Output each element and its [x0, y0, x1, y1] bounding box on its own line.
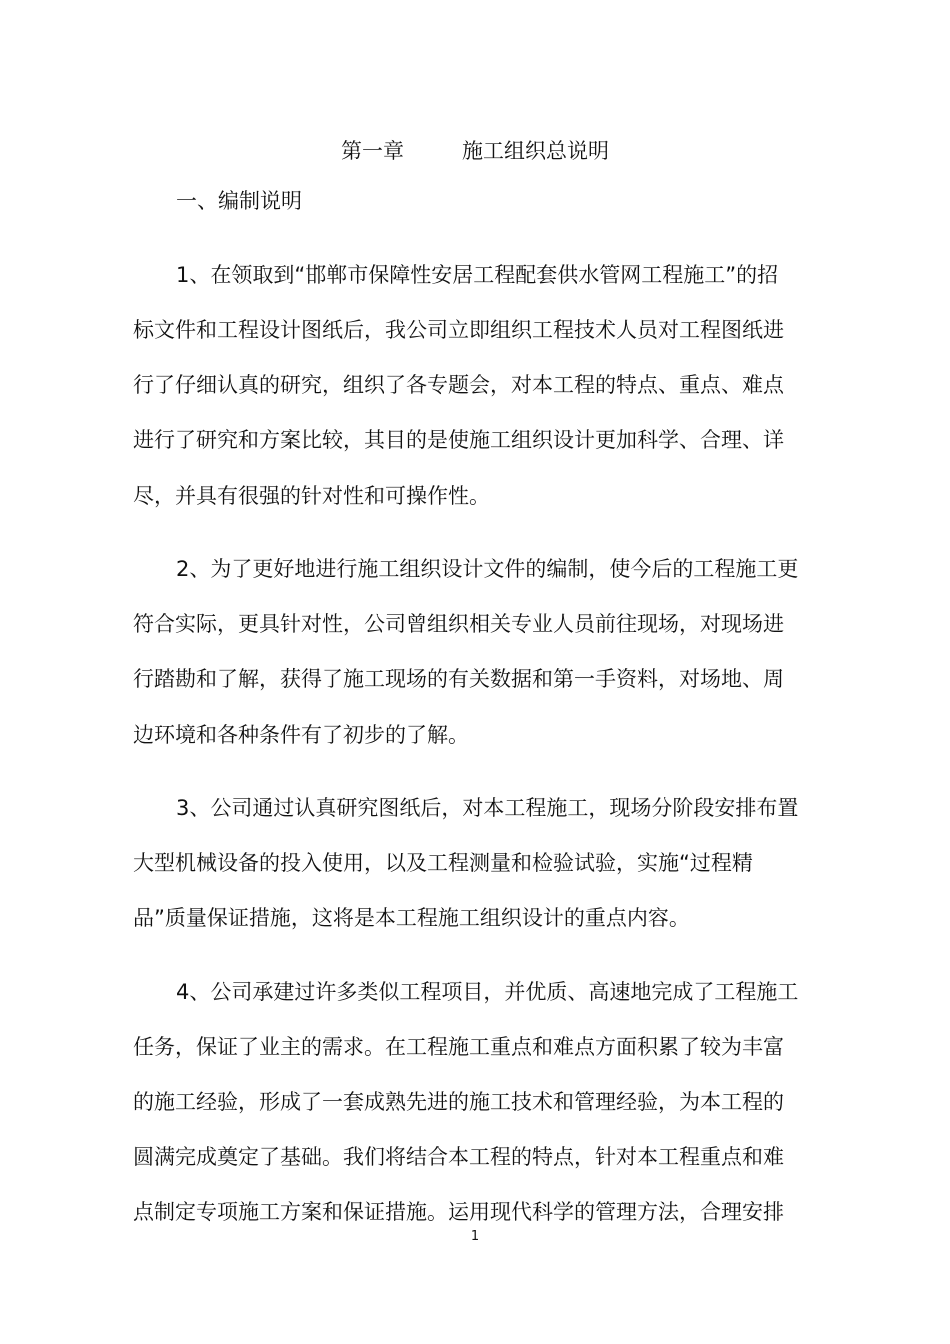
paragraph-2-line-1: 2、为了更好地进行施工组织设计文件的编制，使今后的工程施工更 [176, 557, 799, 581]
chapter-title [0, 134, 950, 168]
paragraph-1-line-4: 进行了研究和方案比较，其目的是使施工组织设计更加科学、合理、详 [133, 428, 784, 452]
chapter-label: 第一章 [341, 139, 404, 163]
paragraph-2-line-4: 边环境和各种条件有了初步的了解。 [133, 723, 469, 747]
paragraph-4-line-3: 的施工经验，形成了一套成熟先进的施工技术和管理经验，为本工程的 [133, 1090, 784, 1114]
paragraph-4-line-4: 圆满完成奠定了基础。我们将结合本工程的特点，针对本工程重点和难 [133, 1145, 784, 1169]
paragraph-2-line-3: 行踏勘和了解，获得了施工现场的有关数据和第一手资料，对场地、周 [133, 667, 784, 691]
section-heading: 一、编制说明 [176, 189, 302, 213]
paragraph-1-line-2: 标文件和工程设计图纸后，我公司立即组织工程技术人员对工程图纸进 [133, 318, 784, 342]
chapter-title-text: 施工组织总说明 [462, 139, 609, 163]
paragraph-3-line-3: 品”质量保证措施，这将是本工程施工组织设计的重点内容。 [133, 906, 690, 930]
paragraph-4-line-2: 任务，保证了业主的需求。在工程施工重点和难点方面积累了较为丰富 [133, 1035, 784, 1059]
paragraph-1-line-1: 1、在领取到“邯郸市保障性安居工程配套供水管网工程施工”的招 [176, 263, 779, 287]
paragraph-1-line-3: 行了仔细认真的研究，组织了各专题会，对本工程的特点、重点、难点 [133, 373, 784, 397]
page-number: 1 [470, 1229, 480, 1244]
paragraph-4-line-5: 点制定专项施工方案和保证措施。运用现代科学的管理方法，合理安排 [133, 1200, 784, 1224]
paragraph-3-line-1: 3、公司通过认真研究图纸后，对本工程施工，现场分阶段安排布置 [176, 796, 799, 820]
paragraph-2-line-2: 符合实际，更具针对性，公司曾组织相关专业人员前往现场，对现场进 [133, 612, 784, 636]
paragraph-1-line-5: 尽，并具有很强的针对性和可操作性。 [133, 484, 490, 508]
paragraph-4-line-1: 4、公司承建过许多类似工程项目，并优质、高速地完成了工程施工 [176, 980, 799, 1004]
paragraph-3-line-2: 大型机械设备的投入使用，以及工程测量和检验试验，实施“过程精 [133, 851, 753, 875]
